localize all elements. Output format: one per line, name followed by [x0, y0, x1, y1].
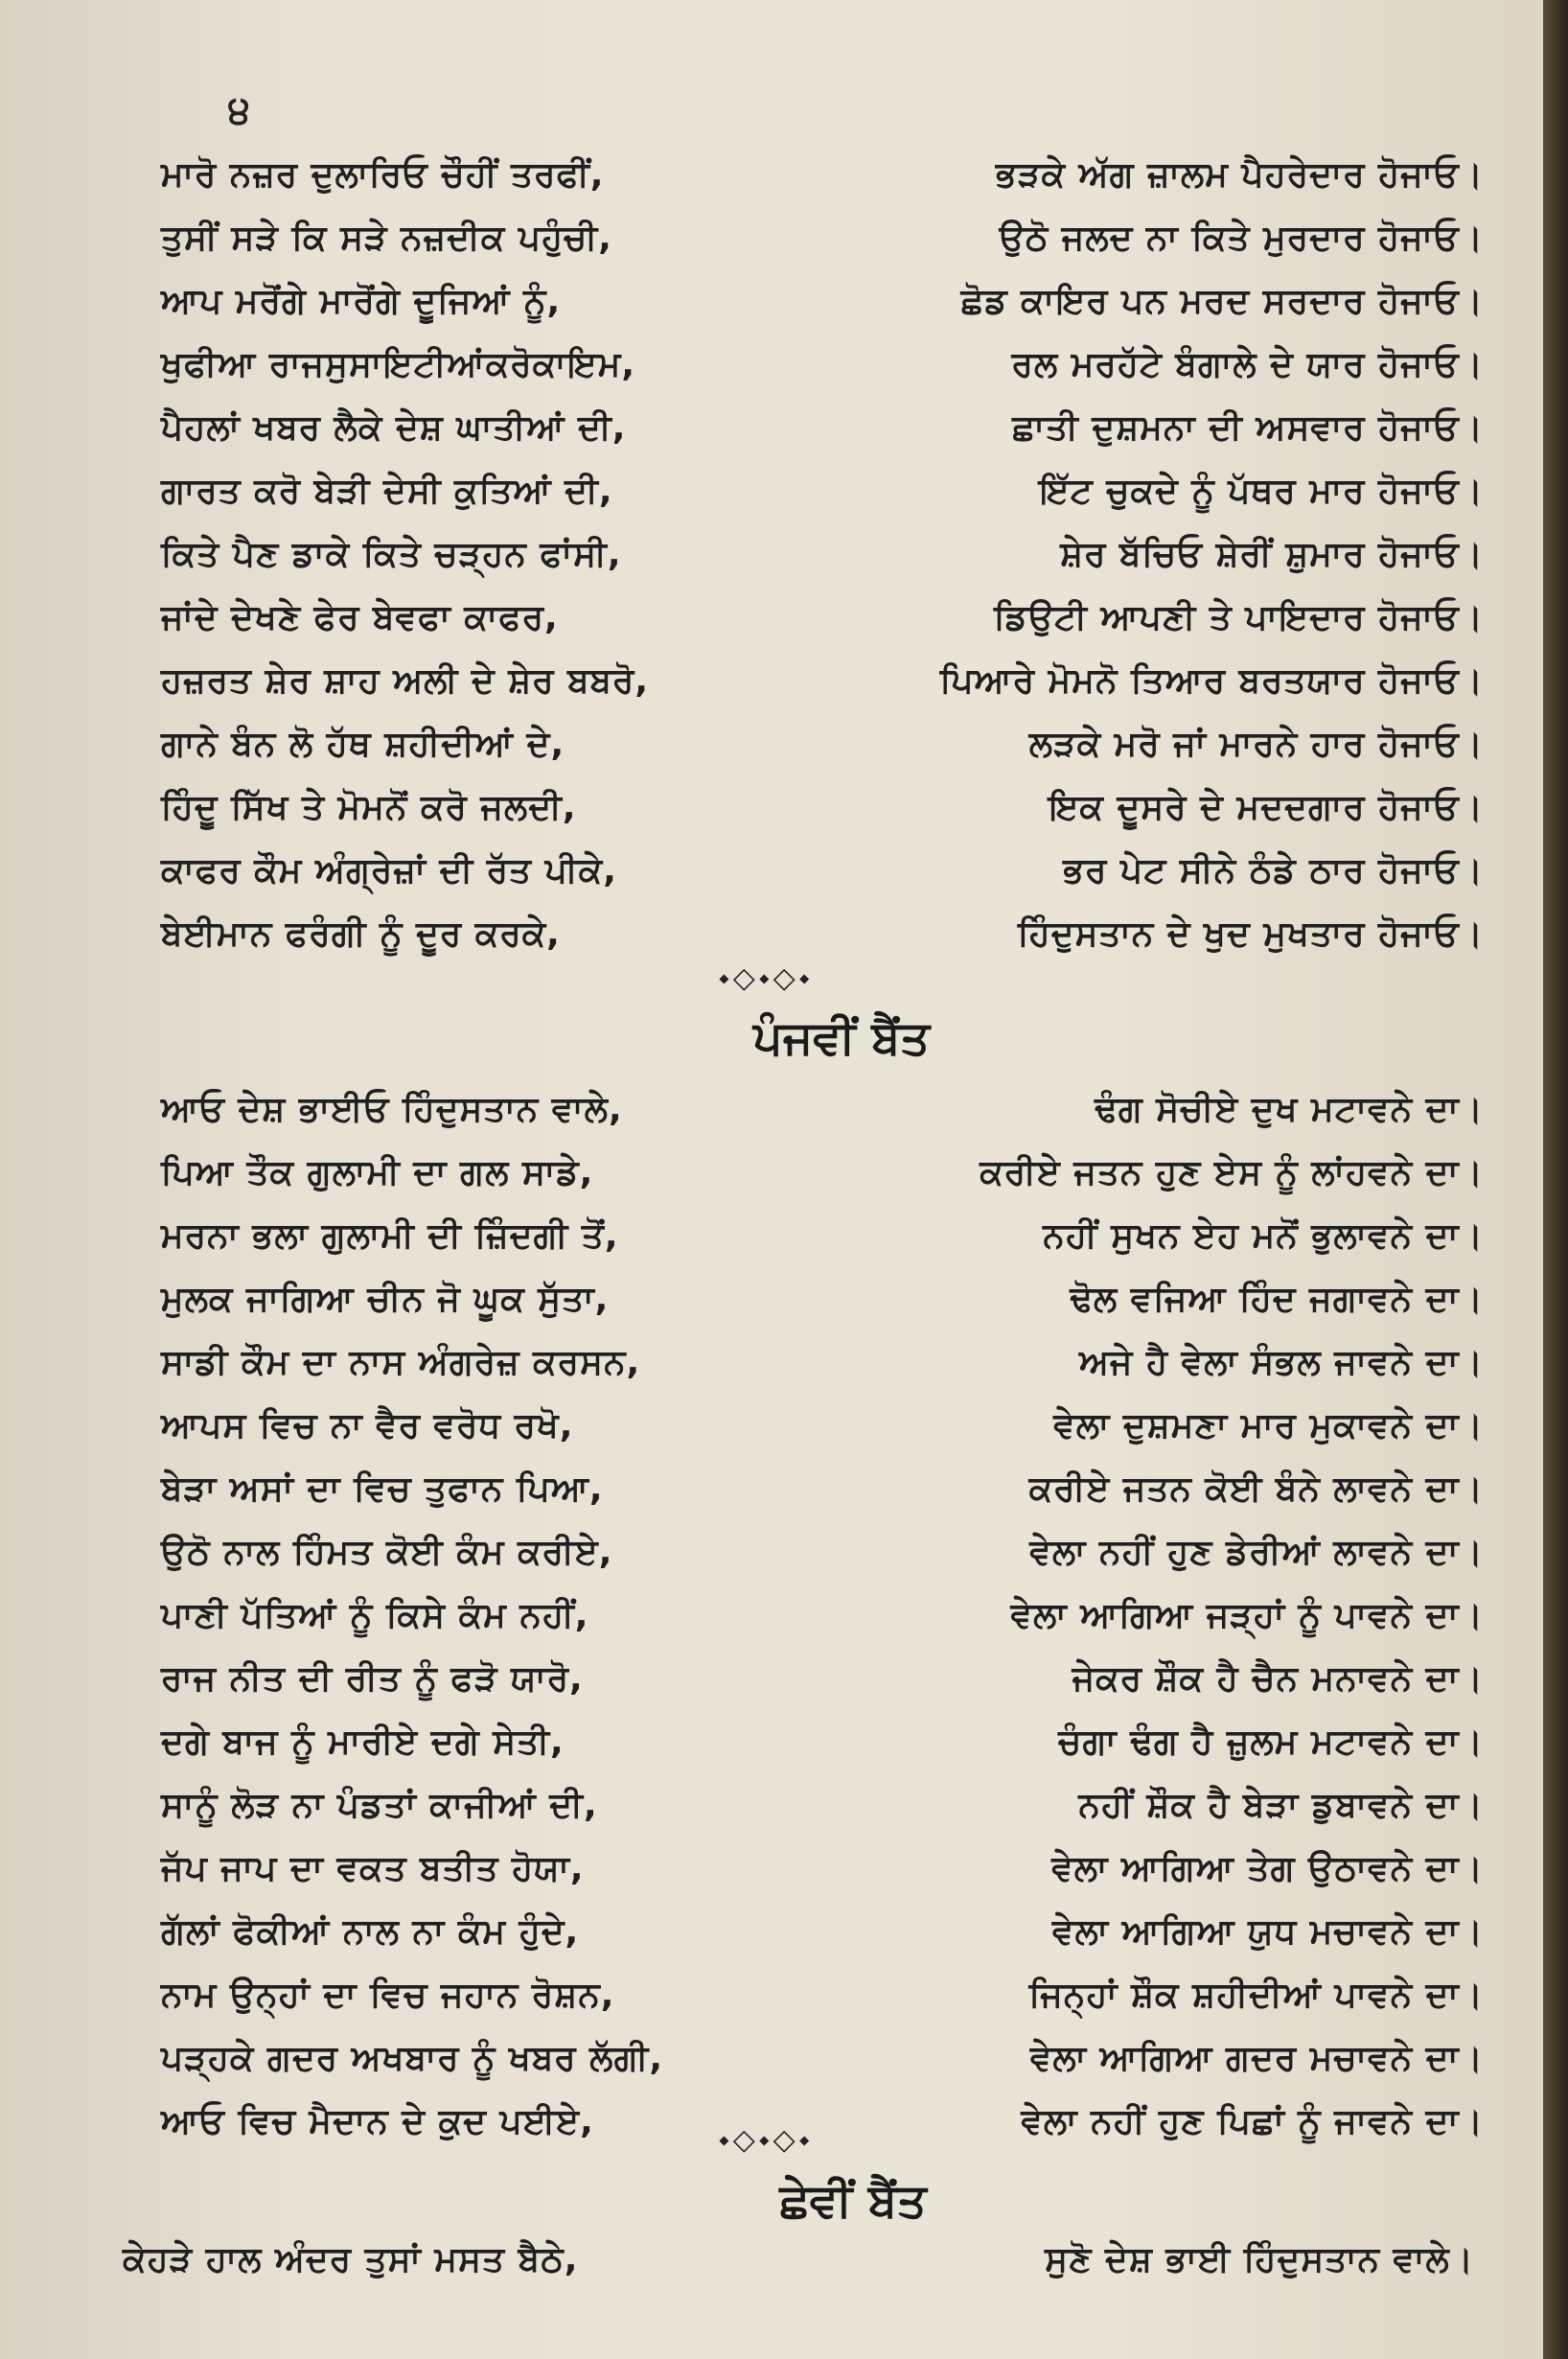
- verse-first-half: ਕੇਹੜੇ ਹਾਲ ਅੰਦਰ ਤੁਸਾਂ ਮਸਤ ਬੈਠੇ,: [123, 2240, 579, 2279]
- page-number: ੪: [228, 88, 251, 132]
- verse-line: [161, 523, 1484, 587]
- verse-line: [161, 1078, 1484, 1142]
- verse-line: [161, 1964, 1484, 2027]
- verse-line: [161, 334, 1484, 397]
- verse-second-half: ਢੰਗ ਸੋਚੀਏ ਦੁਖ ਮਟਾਵਨੇ ਦਾ।: [1095, 1090, 1484, 1129]
- section-heading-5: ਪੰਜਵੀਂ ਬੈਂਤ: [752, 1011, 931, 1065]
- verse-line: [161, 1711, 1484, 1774]
- verse-first-half: ਖੁਫੀਆ ਰਾਜਸੁਸਾਇਟੀਆਂਕਰੋਕਾਇਮ,: [161, 345, 636, 384]
- verse-first-half: ਹਜ਼ਰਤ ਸ਼ੇਰ ਸ਼ਾਹ ਅਲੀ ਦੇ ਸ਼ੇਰ ਬਬਰੋ,: [161, 661, 649, 701]
- verse-line: [161, 1838, 1484, 1901]
- verse-second-half: ਛਾਤੀ ਦੁਸ਼ਮਨਾ ਦੀ ਅਸਵਾਰ ਹੋਜਾਓ।: [1012, 408, 1484, 448]
- verse-section-4: [161, 144, 1484, 966]
- ornament-divider: ⬩◇⬩◇⬩: [719, 961, 814, 995]
- verse-line: [161, 713, 1484, 776]
- verse-line: [161, 1205, 1484, 1268]
- verse-second-half: ਭੜਕੇ ਅੱਗ ਜ਼ਾਲਮ ਪੈਹਰੇਦਾਰ ਹੋਜਾਓ।: [995, 155, 1484, 195]
- verse-first-half: ਹਿੰਦੂ ਸਿੱਖ ਤੇ ਮੋਮਨੋਂ ਕਰੋ ਜਲਦੀ,: [161, 788, 577, 827]
- verse-line: [161, 1268, 1484, 1331]
- ornament-divider: ⬩◇⬩◇⬩: [719, 2123, 814, 2157]
- verse-second-half: ਛੋਡ ਕਾਇਰ ਪਨ ਮਰਦ ਸਰਦਾਰ ਹੋਜਾਓ।: [960, 282, 1484, 321]
- verse-second-half: ਨਹੀਂ ਸੁਖਨ ਏਹ ਮਨੋਂ ਭੁਲਾਵਨੇ ਦਾ।: [1043, 1216, 1484, 1256]
- verse-first-half: ਪਾਣੀ ਪੱਤਿਆਂ ਨੂੰ ਕਿਸੇ ਕੰਮ ਨਹੀਂ,: [161, 1596, 589, 1635]
- verse-line: [161, 207, 1484, 270]
- verse-first-half: ਆਪਸ ਵਿਚ ਨਾ ਵੈਰ ਵਰੋਧ ਰਖੋ,: [161, 1406, 574, 1445]
- verse-line: [161, 144, 1484, 207]
- verse-first-half: ਗਾਰਤ ਕਰੋ ਬੇੜੀ ਦੇਸੀ ਕੁਤਿਆਂ ਦੀ,: [161, 472, 613, 511]
- verse-line: [161, 903, 1484, 966]
- verse-line: [161, 1331, 1484, 1395]
- verse-line: [161, 1584, 1484, 1648]
- verse-line: [161, 270, 1484, 334]
- verse-second-half: ਇਕ ਦੂਸਰੇ ਦੇ ਮਦਦਗਾਰ ਹੋਜਾਓ।: [1049, 788, 1484, 827]
- section-heading-6: ਛੇਵੀਂ ਬੈਂਤ: [779, 2174, 927, 2228]
- verse-line: [161, 1458, 1484, 1521]
- verse-second-half: ਕਰੀਏ ਜਤਨ ਹੁਣ ਏਸ ਨੂੰ ਲਾਂਹਵਨੇ ਦਾ।: [980, 1153, 1484, 1192]
- verse-line: [161, 2091, 1484, 2154]
- verse-section-5: [161, 1078, 1484, 2154]
- verse-first-half: ਕਾਫਰ ਕੌਮ ਅੰਗ੍ਰੇਜ਼ਾਂ ਦੀ ਰੱਤ ਪੀਕੇ,: [161, 851, 617, 890]
- verse-first-half: ਪੜ੍ਹਕੇ ਗਦਰ ਅਖਬਾਰ ਨੂੰ ਖਬਰ ਲੱਗੀ,: [161, 2039, 664, 2078]
- verse-second-half: ਵੇਲਾ ਆਗਿਆ ਜੜ੍ਹਾਂ ਨੂੰ ਪਾਵਨੇ ਦਾ।: [1010, 1596, 1484, 1635]
- verse-first-half: ਜੱਪ ਜਾਪ ਦਾ ਵਕਤ ਬਤੀਤ ਹੋਯਾ,: [161, 1849, 585, 1888]
- verse-line: [161, 1142, 1484, 1205]
- verse-first-half: ਗੱਲਾਂ ਫੋਕੀਆਂ ਨਾਲ ਨਾ ਕੰਮ ਹੁੰਦੇ,: [161, 1912, 580, 1952]
- verse-second-half: ਲੜਕੇ ਮਰੋ ਜਾਂ ਮਾਰਨੇ ਹਾਰ ਹੋਜਾਓ।: [1028, 725, 1484, 764]
- verse-line: [161, 1648, 1484, 1711]
- verse-line: [161, 397, 1484, 460]
- verse-first-half: ਸਾਨੂੰ ਲੋੜ ਨਾ ਪੰਡਤਾਂ ਕਾਜੀਆਂ ਦੀ,: [161, 1786, 598, 1825]
- verse-second-half: ਹਿੰਦੁਸਤਾਨ ਦੇ ਖੁਦ ਮੁਖਤਾਰ ਹੋਜਾਓ।: [1017, 914, 1484, 954]
- verse-second-half: ਅਜੇ ਹੈ ਵੇਲਾ ਸੰਭਲ ਜਾਵਨੇ ਦਾ।: [1078, 1343, 1484, 1382]
- verse-second-half: ਵੇਲਾ ਨਹੀਂ ਹੁਣ ਪਿਛਾਂ ਨੂੰ ਜਾਵਨੇ ਦਾ।: [1021, 2102, 1484, 2141]
- verse-line: [161, 650, 1484, 713]
- verse-first-half: ਮਰਨਾ ਭਲਾ ਗੁਲਾਮੀ ਦੀ ਜ਼ਿੰਦਗੀ ਤੋਂ,: [161, 1216, 619, 1256]
- verse-line: [161, 840, 1484, 903]
- verse-second-half: ਰਲ ਮਰਹੱਟੇ ਬੰਗਾਲੇ ਦੇ ਯਾਰ ਹੋਜਾਓ।: [1011, 345, 1484, 384]
- verse-first-half: ਆਓ ਵਿਚ ਮੈਦਾਨ ਦੇ ਕੁਦ ਪਈਏ,: [161, 2102, 594, 2141]
- verse-second-half: ਜੇਕਰ ਸ਼ੌਕ ਹੈ ਚੈਨ ਮਨਾਵਨੇ ਦਾ।: [1072, 1659, 1484, 1699]
- verse-second-half: ਸੁਣੋ ਦੇਸ਼ ਭਾਈ ਹਿੰਦੁਸਤਾਨ ਵਾਲੇ।: [1045, 2240, 1474, 2279]
- verse-first-half: ਆਓ ਦੇਸ਼ ਭਾਈਓ ਹਿੰਦੁਸਤਾਨ ਵਾਲੇ,: [161, 1090, 623, 1129]
- verse-first-half: ਆਪ ਮਰੋਂਗੇ ਮਾਰੋਂਗੇ ਦੂਜਿਆਂ ਨੂੰ,: [161, 282, 562, 321]
- verse-line: [161, 776, 1484, 840]
- verse-second-half: ਵੇਲਾ ਦੁਸ਼ਮਣਾ ਮਾਰ ਮੁਕਾਵਨੇ ਦਾ।: [1053, 1406, 1484, 1445]
- verse-second-half: ਭਰ ਪੇਟ ਸੀਨੇ ਠੰਡੇ ਠਾਰ ਹੋਜਾਓ।: [1063, 851, 1484, 890]
- verse-second-half: ਇੱਟ ਚੁਕਦੇ ਨੂੰ ਪੱਥਰ ਮਾਰ ਹੋਜਾਓ।: [1039, 472, 1484, 511]
- verse-line: [161, 460, 1484, 523]
- verse-line: [161, 1901, 1484, 1964]
- verse-second-half: ਵੇਲਾ ਆਗਿਆ ਤੇਗ ਉਠਾਵਨੇ ਦਾ।: [1051, 1849, 1484, 1888]
- verse-first-half: ਸਾਡੀ ਕੌਮ ਦਾ ਨਾਸ ਅੰਗਰੇਜ਼ ਕਰਸਨ,: [161, 1343, 641, 1382]
- verse-second-half: ਜਿਨ੍ਹਾਂ ਸ਼ੌਕ ਸ਼ਹੀਦੀਆਂ ਪਾਵਨੇ ਦਾ।: [1028, 1976, 1484, 2015]
- verse-second-half: ਡਿਉਟੀ ਆਪਣੀ ਤੇ ਪਾਇਦਾਰ ਹੋਜਾਓ।: [994, 598, 1484, 637]
- verse-second-half: ਚੰਗਾ ਢੰਗ ਹੈ ਜ਼ੁਲਮ ਮਟਾਵਨੇ ਦਾ।: [1058, 1723, 1484, 1762]
- verse-first-half: ਦਗੇ ਬਾਜ ਨੂੰ ਮਾਰੀਏ ਦਗੇ ਸੇਤੀ,: [161, 1723, 565, 1762]
- verse-first-half: ਬੇੜਾ ਅਸਾਂ ਦਾ ਵਿਚ ਤੁਫਾਨ ਪਿਆ,: [161, 1469, 604, 1509]
- verse-first-half: ਬੇਈਮਾਨ ਫਰੰਗੀ ਨੂੰ ਦੂਰ ਕਰਕੇ,: [161, 914, 561, 954]
- verse-first-half: ਪੈਹਲਾਂ ਖਬਰ ਲੈਕੇ ਦੇਸ਼ ਘਾਤੀਆਂ ਦੀ,: [161, 408, 627, 448]
- verse-line: [161, 587, 1484, 650]
- verse-line: [161, 1774, 1484, 1838]
- book-binding-edge: [1543, 0, 1568, 2359]
- verse-second-half: ਸ਼ੇਰ ਬੱਚਿਓ ਸ਼ੇਰੀਂ ਸ਼ੁਮਾਰ ਹੋਜਾਓ।: [1060, 535, 1484, 574]
- verse-second-half: ਵੇਲਾ ਆਗਿਆ ਗਦਰ ਮਚਾਵਨੇ ਦਾ।: [1029, 2039, 1484, 2078]
- verse-second-half: ਵੇਲਾ ਨਹੀਂ ਹੁਣ ਡੇਰੀਆਂ ਲਾਵਨੇ ਦਾ।: [1029, 1533, 1484, 1572]
- verse-second-half: ਵੇਲਾ ਆਗਿਆ ਯੁਧ ਮਚਾਵਨੇ ਦਾ।: [1051, 1912, 1484, 1952]
- verse-first-half: ਉਠੋ ਨਾਲ ਹਿੰਮਤ ਕੋਈ ਕੰਮ ਕਰੀਏ,: [161, 1533, 613, 1572]
- verse-second-half: ਪਿਆਰੇ ਮੋਮਨੋ ਤਿਆਰ ਬਰਤਯਾਰ ਹੋਜਾਓ।: [939, 661, 1484, 701]
- verse-first-half: ਕਿਤੇ ਪੈਣ ਡਾਕੇ ਕਿਤੇ ਚੜ੍ਹਨ ਫਾਂਸੀ,: [161, 535, 622, 574]
- verse-first-half: ਤੁਸੀਂ ਸੜੇ ਕਿ ਸੜੇ ਨਜ਼ਦੀਕ ਪਹੁੰਚੀ,: [161, 219, 612, 258]
- verse-second-half: ਉਠੋ ਜਲਦ ਨਾ ਕਿਤੇ ਮੁਰਦਾਰ ਹੋਜਾਓ।: [999, 219, 1484, 258]
- verse-first-half: ਜਾਂਦੇ ਦੇਖਣੇ ਫੇਰ ਬੇਵਫਾ ਕਾਫਰ,: [161, 598, 559, 637]
- verse-line: [161, 1395, 1484, 1458]
- verse-first-half: ਨਾਮ ਉਨ੍ਹਾਂ ਦਾ ਵਿਚ ਜਹਾਨ ਰੋਸ਼ਨ,: [161, 1976, 615, 2015]
- verse-second-half: ਨਹੀਂ ਸ਼ੌਕ ਹੈ ਬੇੜਾ ਡੁਬਾਵਨੇ ਦਾ।: [1078, 1786, 1484, 1825]
- verse-first-half: ਮੁਲਕ ਜਾਗਿਆ ਚੀਨ ਜੋ ਘੂਕ ਸੁੱਤਾ,: [161, 1280, 610, 1319]
- verse-first-half: ਗਾਨੇ ਬੰਨ ਲੋ ਹੱਥ ਸ਼ਹੀਦੀਆਂ ਦੇ,: [161, 725, 565, 764]
- verse-second-half: ਕਰੀਏ ਜਤਨ ਕੋਈ ਬੰਨੇ ਲਾਵਨੇ ਦਾ।: [1028, 1469, 1484, 1509]
- verse-section-6: [123, 2229, 1474, 2292]
- verse-first-half: ਪਿਆ ਤੌਕ ਗੁਲਾਮੀ ਦਾ ਗਲ ਸਾਡੇ,: [161, 1153, 594, 1192]
- verse-line: [161, 1521, 1484, 1584]
- verse-line: [161, 2027, 1484, 2091]
- verse-line: [123, 2229, 1474, 2292]
- verse-first-half: ਰਾਜ ਨੀਤ ਦੀ ਰੀਤ ਨੂੰ ਫੜੋ ਯਾਰੋ,: [161, 1659, 584, 1699]
- verse-first-half: ਮਾਰੋ ਨਜ਼ਰ ਦੁਲਾਰਿਓ ਚੌਹੀਂ ਤਰਫੀਂ,: [161, 155, 605, 195]
- verse-second-half: ਢੋਲ ਵਜਿਆ ਹਿੰਦ ਜਗਾਵਨੇ ਦਾ।: [1070, 1280, 1484, 1319]
